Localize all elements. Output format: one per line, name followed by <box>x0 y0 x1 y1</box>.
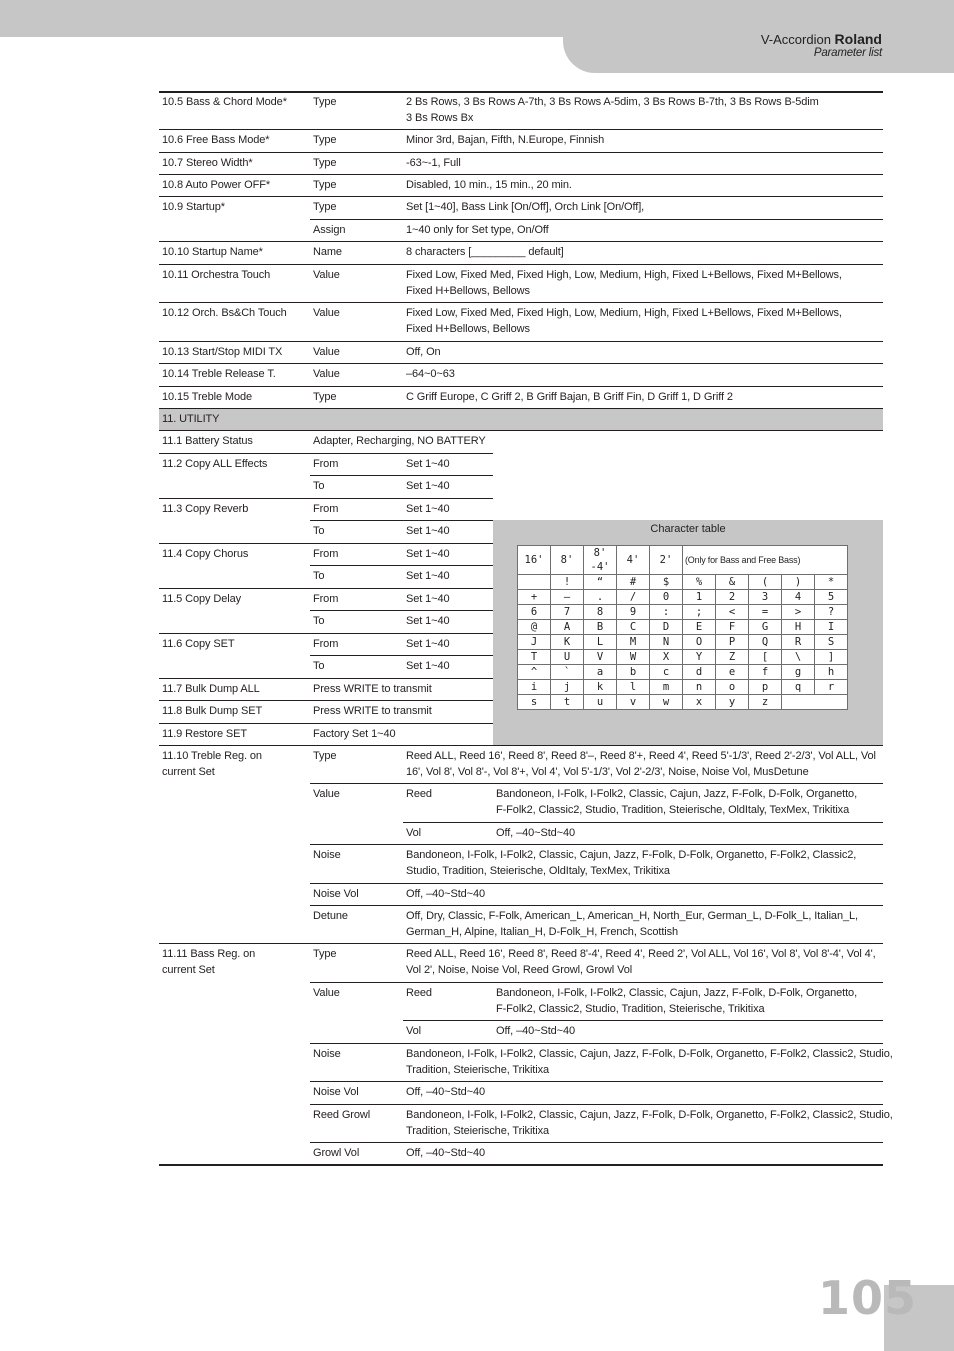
parameter-value-line2: Vol 2', Noise, Noise Vol, Reed Growl, Growl Vol <box>406 964 633 976</box>
parameter-name-line2: current Set <box>162 964 215 976</box>
parameter-value-line2: Tradition, Steierische, Trikitixa <box>406 1064 550 1076</box>
parameter-kind: Value <box>313 987 340 999</box>
parameter-kind: Name <box>313 246 342 258</box>
row-divider <box>310 982 883 983</box>
char-cell: G <box>749 620 782 635</box>
parameter-kind: Noise <box>313 849 341 861</box>
page-number: 105 <box>818 1271 918 1325</box>
char-cell: ? <box>815 605 848 620</box>
parameter-name: 11.6 Copy SET <box>162 638 235 650</box>
parameter-value: Reed <box>406 788 432 800</box>
char-cell: j <box>551 680 584 695</box>
char-cell: C <box>617 620 650 635</box>
parameter-value: Bandoneon, I-Folk, I-Folk2, Classic, Cajun, Jazz, F-Folk, D-Folk, Organetto, F-Folk2, Classic2, Studio, <box>406 1048 893 1060</box>
char-header-cell: 8' <box>551 546 584 575</box>
parameter-value: Fixed Low, Fixed Med, Fixed High, Low, Medium, High, Fixed L+Bellows, Fixed M+Bellows, <box>406 269 842 281</box>
char-cell: “ <box>584 575 617 590</box>
row-divider <box>159 723 493 724</box>
parameter-kind: To <box>313 480 325 492</box>
parameter-value: Set 1~40 <box>406 638 450 650</box>
parameter-kind: Type <box>313 179 337 191</box>
char-cell: 7 <box>551 605 584 620</box>
row-divider <box>310 565 493 566</box>
char-cell: U <box>551 650 584 665</box>
parameter-value: 2 Bs Rows, 3 Bs Rows A-7th, 3 Bs Rows A-5dim, 3 Bs Rows B-7th, 3 Bs Rows B-5dim <box>406 96 819 108</box>
parameter-name: 11.5 Copy Delay <box>162 593 242 605</box>
parameter-name: 11.10 Treble Reg. on <box>162 750 262 762</box>
row-divider <box>310 610 493 611</box>
char-cell: z <box>749 695 782 710</box>
char-cell: H <box>782 620 815 635</box>
char-cell: Z <box>716 650 749 665</box>
char-cell: / <box>617 590 650 605</box>
brand-name: Roland <box>834 31 882 47</box>
char-cell: i <box>518 680 551 695</box>
char-cell: t <box>551 695 584 710</box>
char-cell: l <box>617 680 650 695</box>
char-cell: D <box>650 620 683 635</box>
char-cell: y <box>716 695 749 710</box>
char-cell: 0 <box>650 590 683 605</box>
char-cell: – <box>551 590 584 605</box>
char-cell: S <box>815 635 848 650</box>
char-header-cell: 2' <box>650 546 683 575</box>
parameter-value: Fixed Low, Fixed Med, Fixed High, Low, Medium, High, Fixed L+Bellows, Fixed M+Bellows, <box>406 307 842 319</box>
char-cell: \ <box>782 650 815 665</box>
row-divider <box>310 844 883 845</box>
row-divider <box>310 783 883 784</box>
char-cell: $ <box>650 575 683 590</box>
row-divider <box>159 745 883 746</box>
char-cell: Q <box>749 635 782 650</box>
row-divider <box>310 1081 883 1082</box>
char-cell: g <box>782 665 815 680</box>
parameter-kind: Reed Growl <box>313 1109 371 1121</box>
char-cell: 8 <box>584 605 617 620</box>
char-header-cell: 8' -4' <box>584 546 617 575</box>
row-divider <box>310 475 493 476</box>
parameter-kind: Detune <box>313 910 348 922</box>
parameter-name: 11.2 Copy ALL Effects <box>162 458 268 470</box>
char-cell: I <box>815 620 848 635</box>
char-cell: F <box>716 620 749 635</box>
char-row <box>518 680 848 695</box>
row-divider <box>159 91 883 93</box>
parameter-value: Vol <box>406 1025 421 1037</box>
parameter-value: Vol <box>406 827 421 839</box>
product-name: V-Accordion <box>760 32 831 47</box>
row-divider <box>159 152 883 153</box>
char-cell: 2 <box>716 590 749 605</box>
char-cell: V <box>584 650 617 665</box>
parameter-value: Set 1~40 <box>406 503 450 515</box>
row-divider <box>310 883 883 884</box>
char-cell: 4 <box>782 590 815 605</box>
parameter-value-line2: 3 Bs Rows Bx <box>406 112 474 124</box>
char-cell: k <box>584 680 617 695</box>
char-cell: < <box>716 605 749 620</box>
char-cell: + <box>518 590 551 605</box>
parameter-value: Set 1~40 <box>406 615 450 627</box>
row-divider <box>159 174 883 175</box>
char-cell: d <box>683 665 716 680</box>
char-cell: c <box>650 665 683 680</box>
char-header-cell: 4' <box>617 546 650 575</box>
row-divider <box>310 219 883 220</box>
parameter-value: Set 1~40 <box>406 525 450 537</box>
row-divider <box>159 129 883 130</box>
parameter-value-line2: 16', Vol 8', Vol 8'-, Vol 8'+, Vol 4', Vol 5'-1/3', Vol 2'-2/3', Noise, Noise Vol, MusDetune <box>406 766 809 778</box>
parameter-subvalue: Bandoneon, I-Folk, I-Folk2, Classic, Cajun, Jazz, F-Folk, D-Folk, Organetto, <box>496 987 858 999</box>
char-row <box>518 590 848 605</box>
row-divider <box>159 386 883 387</box>
parameter-value: Set 1~40 <box>406 458 450 470</box>
parameter-value-line2: Studio, Tradition, Steierische, OldItaly, TexMex, Trikitixa <box>406 865 670 877</box>
character-table <box>493 520 883 745</box>
row-divider <box>159 543 493 544</box>
parameter-name: 11.11 Bass Reg. on <box>162 948 256 960</box>
parameter-name: 11.4 Copy Chorus <box>162 548 249 560</box>
row-divider <box>159 633 493 634</box>
parameter-kind: From <box>313 548 339 560</box>
char-cell: 3 <box>749 590 782 605</box>
char-cell: s <box>518 695 551 710</box>
char-cell: E <box>683 620 716 635</box>
parameter-subvalue-line2: F-Folk2, Classic2, Studio, Tradition, Steierische, Trikitixa <box>496 1003 765 1015</box>
char-cell: ; <box>683 605 716 620</box>
char-cell: N <box>650 635 683 650</box>
parameter-kind: Type <box>313 157 337 169</box>
row-divider <box>310 520 493 521</box>
char-row <box>518 635 848 650</box>
parameter-value: Set 1~40 <box>406 660 450 672</box>
parameter-kind: Value <box>313 307 340 319</box>
parameter-kind: Noise <box>313 1048 341 1060</box>
char-cell: = <box>749 605 782 620</box>
char-cell: e <box>716 665 749 680</box>
parameter-name: 10.7 Stereo Width* <box>162 157 253 169</box>
parameter-value: –64~0~63 <box>406 368 455 380</box>
char-cell: # <box>617 575 650 590</box>
char-row <box>518 605 848 620</box>
parameter-value: Minor 3rd, Bajan, Fifth, N.Europe, Finnish <box>406 134 605 146</box>
char-cell: O <box>683 635 716 650</box>
char-cell: ( <box>749 575 782 590</box>
parameter-subvalue: Bandoneon, I-Folk, I-Folk2, Classic, Cajun, Jazz, F-Folk, D-Folk, Organetto, <box>496 788 858 800</box>
parameter-name: 10.9 Startup* <box>162 201 225 213</box>
char-row <box>518 575 848 590</box>
parameter-value: 8 characters [_________ default] <box>406 246 564 258</box>
char-cell <box>518 575 551 590</box>
parameter-value: Off, Dry, Classic, F-Folk, American_L, American_H, North_Eur, German_L, D-Folk_L, Italian_L, <box>406 910 858 922</box>
parameter-kind: Type <box>313 201 337 213</box>
parameter-kind: Type <box>313 134 337 146</box>
parameter-kind: Value <box>313 346 340 358</box>
char-cell: o <box>716 680 749 695</box>
parameter-kind: Growl Vol <box>313 1147 360 1159</box>
parameter-subvalue: Off, –40~Std~40 <box>496 827 576 839</box>
row-divider <box>310 655 493 656</box>
char-row <box>518 695 848 710</box>
header-tab <box>563 0 954 73</box>
parameter-value: Bandoneon, I-Folk, I-Folk2, Classic, Cajun, Jazz, F-Folk, D-Folk, Organetto, F-Folk2, Classic2, <box>406 849 857 861</box>
parameter-value: Set 1~40 <box>406 548 450 560</box>
parameter-kind: Value <box>313 788 340 800</box>
section-title: 11. UTILITY <box>162 413 220 425</box>
row-divider <box>159 453 493 454</box>
char-cell: K <box>551 635 584 650</box>
table-bottom-rule <box>159 1164 883 1166</box>
char-cell: P <box>716 635 749 650</box>
row-divider <box>159 943 883 944</box>
parameter-value: C Griff Europe, C Griff 2, B Griff Bajan, B Griff Fin, D Griff 1, D Griff 2 <box>406 391 733 403</box>
row-divider <box>159 430 883 431</box>
char-cell: r <box>815 680 848 695</box>
parameter-value: Bandoneon, I-Folk, I-Folk2, Classic, Cajun, Jazz, F-Folk, D-Folk, Organetto, F-Folk2, Classic2, Studio, <box>406 1109 893 1121</box>
char-cell: L <box>584 635 617 650</box>
row-divider <box>159 498 493 499</box>
char-cell: u <box>584 695 617 710</box>
char-cell: . <box>584 590 617 605</box>
parameter-kind: From <box>313 593 339 605</box>
row-divider <box>159 302 883 303</box>
char-cell: a <box>584 665 617 680</box>
product-title <box>761 32 882 47</box>
row-divider <box>159 678 493 679</box>
parameter-kind: Press WRITE to transmit <box>313 705 432 717</box>
parameter-kind: From <box>313 638 339 650</box>
parameter-value: Off, –40~Std~40 <box>406 1086 486 1098</box>
parameter-value-line2: Fixed H+Bellows, Bellows <box>406 323 530 335</box>
parameter-kind: Value <box>313 269 340 281</box>
row-divider <box>159 241 883 242</box>
char-cell: ] <box>815 650 848 665</box>
row-divider <box>159 363 883 364</box>
parameter-subvalue-line2: F-Folk2, Classic2, Studio, Tradition, Steierische, OldItaly, TexMex, Trikitixa <box>496 804 850 816</box>
parameter-kind: Noise Vol <box>313 1086 359 1098</box>
parameter-name: 10.11 Orchestra Touch <box>162 269 271 281</box>
parameter-name: 10.8 Auto Power OFF* <box>162 179 271 191</box>
parameter-name: 11.7 Bulk Dump ALL <box>162 683 260 695</box>
parameter-value: Reed ALL, Reed 16', Reed 8', Reed 8'–, Reed 8'+, Reed 4', Reed 5'-1/3', Reed 2'-2/3', Vol ALL, Vol <box>406 750 876 762</box>
char-cell: R <box>782 635 815 650</box>
row-divider <box>310 905 883 906</box>
parameter-name: 10.15 Treble Mode <box>162 391 253 403</box>
row-divider <box>159 196 883 197</box>
char-cell: 9 <box>617 605 650 620</box>
char-cell: h <box>815 665 848 680</box>
parameter-value: Set 1~40 <box>406 480 450 492</box>
char-cell-empty <box>782 695 848 710</box>
char-cell: T <box>518 650 551 665</box>
char-cell: ) <box>782 575 815 590</box>
parameter-value: Off, On <box>406 346 441 358</box>
parameter-value: Off, –40~Std~40 <box>406 888 486 900</box>
row-divider <box>403 822 883 823</box>
row-divider <box>310 1104 883 1105</box>
character-grid <box>517 545 848 710</box>
char-cell: ! <box>551 575 584 590</box>
section-header <box>159 409 883 430</box>
parameter-name: 11.9 Restore SET <box>162 728 248 740</box>
parameter-kind: To <box>313 570 325 582</box>
parameter-kind: Type <box>313 96 337 108</box>
parameter-value: -63~-1, Full <box>406 157 461 169</box>
char-cell: 6 <box>518 605 551 620</box>
parameter-name: 10.14 Treble Release T. <box>162 368 276 380</box>
char-cell: b <box>617 665 650 680</box>
char-cell: X <box>650 650 683 665</box>
char-cell: ` <box>551 665 584 680</box>
parameter-value: Off, –40~Std~40 <box>406 1147 486 1159</box>
parameter-name: 10.6 Free Bass Mode* <box>162 134 270 146</box>
parameter-kind: Type <box>313 750 337 762</box>
parameter-name: 11.3 Copy Reverb <box>162 503 249 515</box>
char-cell: p <box>749 680 782 695</box>
char-cell: & <box>716 575 749 590</box>
row-divider <box>403 1020 883 1021</box>
char-cell: v <box>617 695 650 710</box>
parameter-value-line2: Fixed H+Bellows, Bellows <box>406 285 530 297</box>
char-cell: ^ <box>518 665 551 680</box>
parameter-name: 11.1 Battery Status <box>162 435 253 447</box>
char-cell: m <box>650 680 683 695</box>
char-cell: f <box>749 665 782 680</box>
char-cell: 5 <box>815 590 848 605</box>
char-header-row <box>518 546 848 575</box>
parameter-kind: Value <box>313 368 340 380</box>
character-table-title: Character table <box>650 523 726 535</box>
parameter-value: Set 1~40 <box>406 593 450 605</box>
parameter-name: 10.10 Startup Name* <box>162 246 263 258</box>
char-cell: J <box>518 635 551 650</box>
parameter-kind: Assign <box>313 224 346 236</box>
row-divider <box>159 700 493 701</box>
char-cell: A <box>551 620 584 635</box>
parameter-name-line2: current Set <box>162 766 215 778</box>
char-cell: W <box>617 650 650 665</box>
row-divider <box>159 264 883 265</box>
parameter-kind: Type <box>313 391 337 403</box>
parameter-kind: To <box>313 525 325 537</box>
parameter-subvalue: Off, –40~Std~40 <box>496 1025 576 1037</box>
parameter-value: Set [1~40], Bass Link [On/Off], Orch Link [On/Off], <box>406 201 645 213</box>
row-divider <box>310 1142 883 1143</box>
parameter-name: 11.8 Bulk Dump SET <box>162 705 263 717</box>
parameter-value: Reed ALL, Reed 16', Reed 8', Reed 8'-4', Reed 4', Reed 2', Vol ALL, Vol 16', Vol 8', Vol 8'-4', Vol 4', <box>406 948 876 960</box>
char-cell: [ <box>749 650 782 665</box>
parameter-kind: To <box>313 615 325 627</box>
parameter-kind: To <box>313 660 325 672</box>
char-cell: > <box>782 605 815 620</box>
row-divider <box>159 341 883 342</box>
char-cell: * <box>815 575 848 590</box>
char-cell: w <box>650 695 683 710</box>
char-cell: n <box>683 680 716 695</box>
parameter-value-line2: German_H, Alpine, Italian_H, D-Folk_H, French, Scottish <box>406 926 679 938</box>
char-cell: M <box>617 635 650 650</box>
parameter-name: 10.13 Start/Stop MIDI TX <box>162 346 283 358</box>
char-cell: : <box>650 605 683 620</box>
parameter-value: 1~40 only for Set type, On/Off <box>406 224 549 236</box>
char-cell: x <box>683 695 716 710</box>
parameter-value: Disabled, 10 min., 15 min., 20 min. <box>406 179 572 191</box>
parameter-value: Reed <box>406 987 432 999</box>
char-header-cell: 16' <box>518 546 551 575</box>
char-cell: @ <box>518 620 551 635</box>
parameter-kind: Factory Set 1~40 <box>313 728 396 740</box>
char-row <box>518 650 848 665</box>
parameter-kind: Adapter, Recharging, NO BATTERY <box>313 435 486 447</box>
char-row <box>518 665 848 680</box>
char-row <box>518 620 848 635</box>
parameter-value: Set 1~40 <box>406 570 450 582</box>
parameter-kind: Noise Vol <box>313 888 359 900</box>
char-cell: q <box>782 680 815 695</box>
char-cell: Y <box>683 650 716 665</box>
parameter-value-line2: Tradition, Steierische, Trikitixa <box>406 1125 550 1137</box>
parameter-kind: Press WRITE to transmit <box>313 683 432 695</box>
char-cell: % <box>683 575 716 590</box>
parameter-name: 10.12 Orch. Bs&Ch Touch <box>162 307 287 319</box>
section-title: Parameter list <box>813 47 882 59</box>
parameter-kind: From <box>313 458 339 470</box>
parameter-kind: Type <box>313 948 337 960</box>
char-cell: B <box>584 620 617 635</box>
char-cell: 1 <box>683 590 716 605</box>
row-divider <box>310 1043 883 1044</box>
char-table-note: (Only for Bass and Free Bass) <box>683 546 848 575</box>
parameter-name: 10.5 Bass & Chord Mode* <box>162 96 287 108</box>
row-divider <box>159 588 493 589</box>
parameter-kind: From <box>313 503 339 515</box>
